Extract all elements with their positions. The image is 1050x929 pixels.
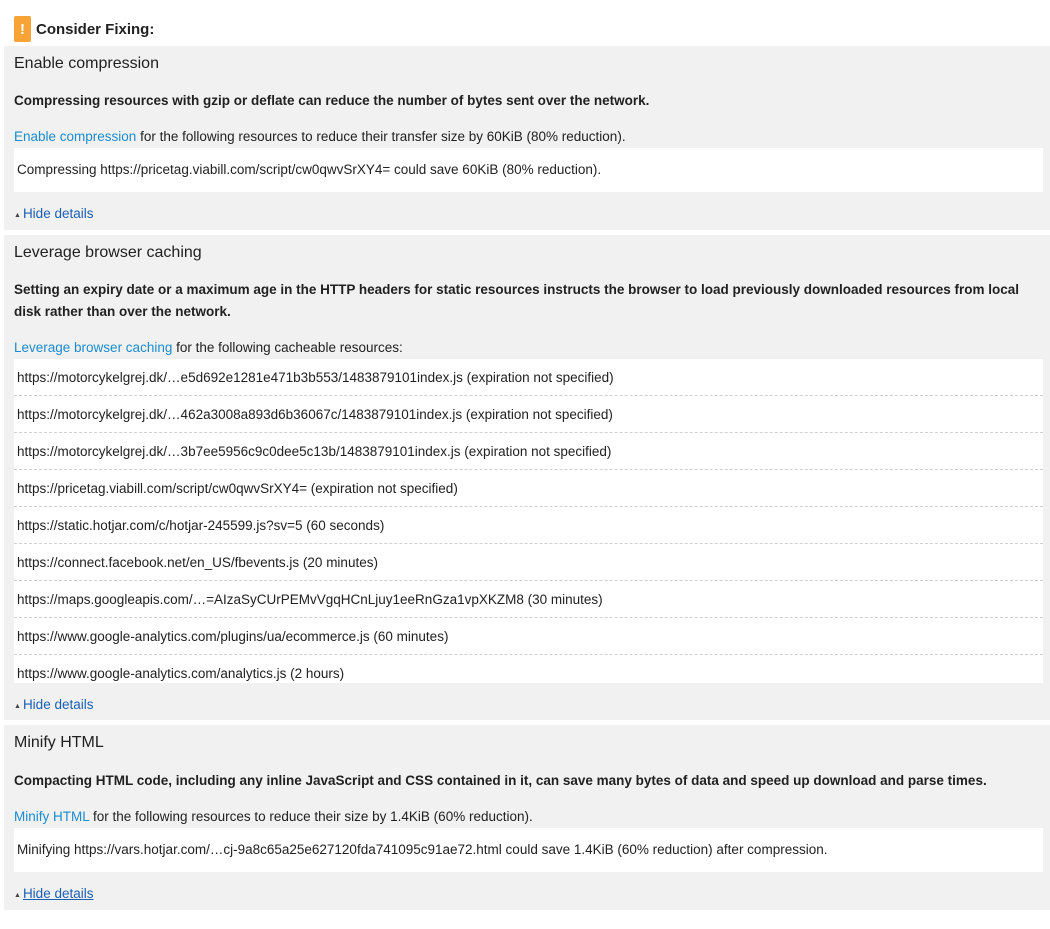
rule-url-block-text: for the following resources to reduce their size by 1.4KiB (60% reduction). (89, 809, 533, 824)
hide-details-toggle[interactable] (14, 697, 93, 712)
list-item: Compressing https://pricetag.viabill.com/script/cw0qwvSrXY4= could save 60KiB (80% reduction). (17, 162, 602, 177)
list-item: https://maps.googleapis.com/…=AIzaSyCUrPEMvVgqHCnLjuy1eeRnGza1vpXKZM8 (30 minutes) (14, 581, 1043, 618)
warning-icon: ! (14, 16, 31, 42)
list-item: https://connect.facebook.net/en_US/fbevents.js (20 minutes) (14, 544, 1043, 581)
triangle-up-icon: ▲ (14, 211, 21, 219)
hide-details-label: Hide details (22, 697, 94, 712)
rule-enable-compression (4, 46, 1050, 230)
list-item: Minifying https://vars.hotjar.com/…cj-9a8c65a25e627120fda741095c91ae72.html could save 1.4KiB (60% reduction) after compression. (17, 842, 828, 857)
minify-html-link[interactable]: Minify HTML (14, 809, 90, 824)
rule-url-block (14, 340, 403, 355)
hide-details-toggle[interactable] (14, 886, 93, 901)
enable-compression-link[interactable]: Enable compression (14, 129, 137, 144)
hide-details-label: Hide details (22, 886, 94, 901)
rule-title: Enable compression (14, 55, 159, 72)
triangle-up-icon: ▲ (14, 702, 21, 710)
leverage-browser-caching-link[interactable]: Leverage browser caching (14, 340, 173, 355)
rule-summary: Compressing resources with gzip or deflate can reduce the number of bytes sent over the network. (14, 93, 650, 108)
rule-url-block-text: for the following resources to reduce their transfer size by 60KiB (80% reduction). (136, 129, 626, 144)
hide-details-label: Hide details (22, 206, 94, 221)
rule-url-block-text: for the following cacheable resources: (172, 340, 403, 355)
hide-details-toggle[interactable] (14, 206, 93, 221)
rule-url-block (14, 129, 626, 144)
resource-list-scrollable[interactable] (14, 359, 1043, 683)
rule-minify-html (4, 725, 1050, 910)
list-item: https://pricetag.viabill.com/script/cw0qwvSrXY4= (expiration not specified) (14, 470, 1043, 507)
rule-summary: Compacting HTML code, including any inline JavaScript and CSS contained in it, can save many bytes of data and speed up download and parse times. (14, 773, 987, 788)
consider-fixing-header (14, 16, 154, 42)
rule-title: Minify HTML (14, 734, 104, 751)
rule-url-block (14, 809, 533, 824)
list-item: https://www.google-analytics.com/analytics.js (2 hours) (14, 655, 1043, 683)
triangle-up-icon: ▲ (14, 891, 21, 899)
list-item: https://static.hotjar.com/c/hotjar-245599.js?sv=5 (60 seconds) (14, 507, 1043, 544)
list-item: https://motorcykelgrej.dk/…e5d692e1281e471b3b553/1483879101index.js (expiration not specified) (14, 359, 1043, 396)
section-title: Consider Fixing: (36, 20, 155, 38)
rule-title: Leverage browser caching (14, 244, 202, 261)
rule-summary: Setting an expiry date or a maximum age in the HTTP headers for static resources instructs the browser to load previously downloaded resources from local disk rather than over the network. (14, 282, 1020, 319)
rule-leverage-browser-caching (4, 235, 1050, 720)
list-item: https://motorcykelgrej.dk/…462a3008a893d6b36067c/1483879101index.js (expiration not specified) (14, 396, 1043, 433)
list-item: https://www.google-analytics.com/plugins/ua/ecommerce.js (60 minutes) (14, 618, 1043, 655)
list-item: https://motorcykelgrej.dk/…3b7ee5956c9c0dee5c13b/1483879101index.js (expiration not specified) (14, 433, 1043, 470)
resource-list (14, 148, 1043, 192)
resource-list (14, 828, 1043, 872)
